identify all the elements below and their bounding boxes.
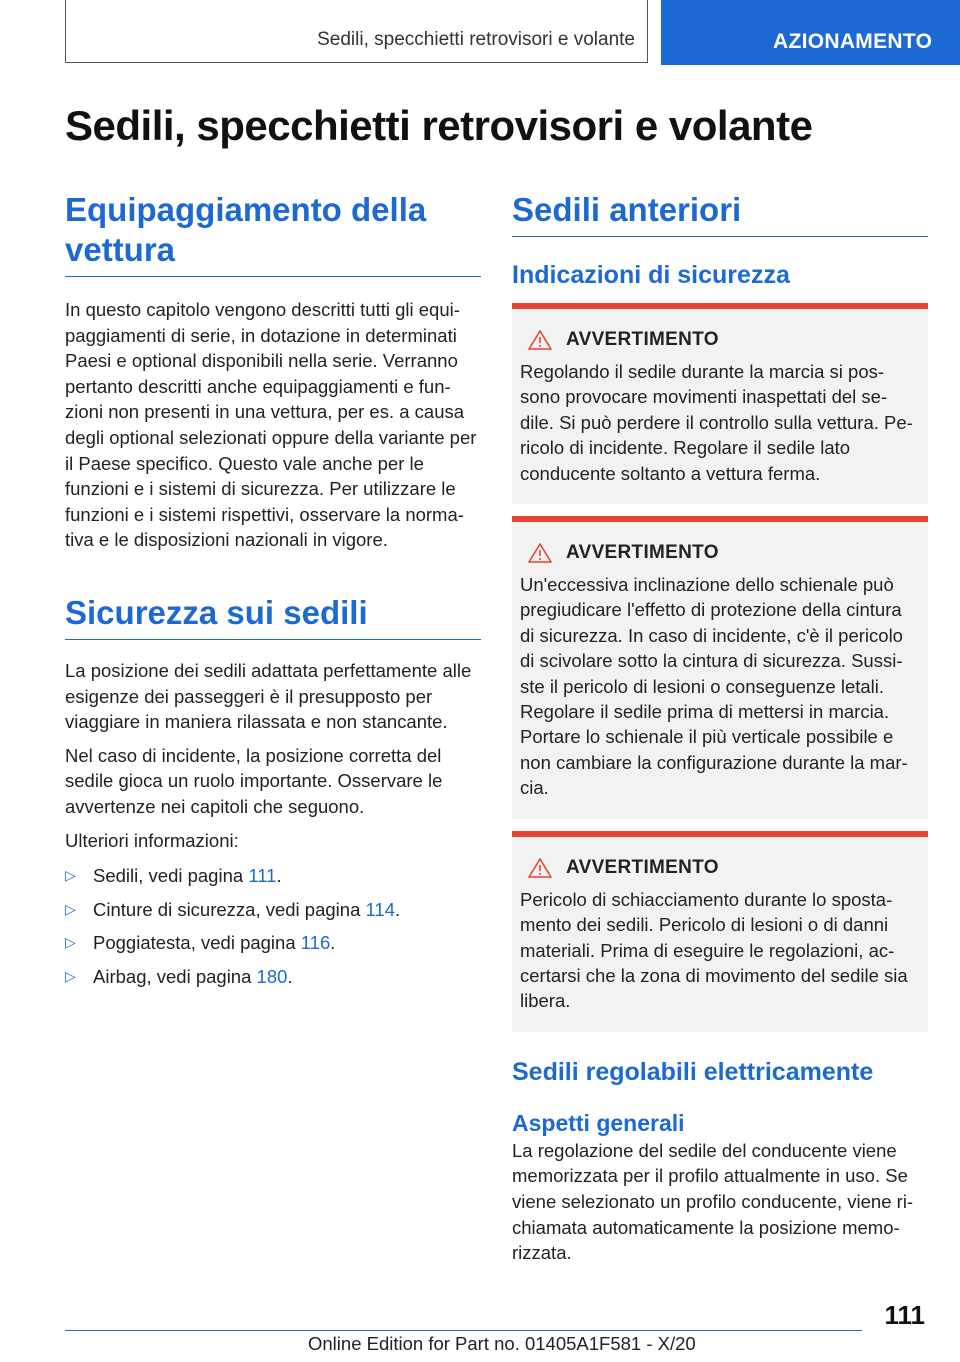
list-item: ▷ Airbag, vedi pagina 180.: [65, 964, 481, 990]
warning-text: Regolando il sedile durante la marcia si pos-sono provocare movimenti inaspettati del se-dile. Si può perdere il controllo sulla vettura. Pe-ricolo di incidente. Regolare il sedile lato conducente soltanto a vettura ferma.: [520, 361, 913, 484]
page-link[interactable]: 180: [256, 965, 288, 987]
page-link[interactable]: 116: [300, 932, 331, 954]
warning-triangle-icon: [520, 541, 560, 565]
page-link[interactable]: 114: [365, 898, 396, 920]
page-number: 111: [884, 1300, 925, 1330]
warning-text: Pericolo di schiacciamento durante lo sposta-mento dei sedili. Pericolo di lesioni o di danni materiali. Prima di eseguire le regolazioni, ac-certarsi che la zona di movimento del sedile sia libera.: [520, 888, 908, 1012]
triangle-bullet-icon: ▷: [65, 934, 76, 951]
equipment-text: In questo capitolo vengono descritti tutti gli equi-paggiamenti di serie, in dotazione in determinati Paesi e optional disponibili nella serie. Verranno pertanto descritti anche equipaggiamenti e fun-zioni non presenti in una vettura, per es. a causa degli optional selezionati oppure della variante per il Paese specifico. Questo vale anche per le funzioni e i sistemi di sicurezza. Per utilizzare le funzioni e i sistemi rispettivi, osservare la norma-tiva e le disposizioni nazionali in vigore.: [65, 299, 477, 551]
list-item: ▷ Poggiatesta, vedi pagina 116.: [65, 930, 481, 956]
warning-title: AVVERTIMENTO: [566, 856, 719, 878]
seat-safety-p1: La posizione dei sedili adattata perfettamente alle esigenze dei passeggeri è il presupposto per viaggiare in maniera rilassata e non stancante.: [65, 659, 472, 733]
left-column: [65, 190, 481, 997]
warning-box: [512, 831, 928, 1032]
page-link[interactable]: 111: [248, 865, 277, 887]
warning-title: AVVERTIMENTO: [566, 542, 719, 564]
footer-divider: [65, 1330, 862, 1331]
right-column: [512, 190, 928, 1266]
triangle-bullet-icon: ▷: [65, 900, 76, 917]
references-list: [65, 863, 481, 989]
equipment-heading: Equipaggiamento della vettura: [65, 190, 481, 277]
triangle-bullet-icon: ▷: [65, 867, 76, 884]
warning-text: Un'eccessiva inclinazione dello schienale può pregiudicare l'effetto di protezione della cintura di sicurezza. In caso di incidente, c'è il pericolo di scivolare sotto la cintura di sicurezza. Sussi-ste il pericolo di lesioni o conseguenze letali. Regolare il sedile prima di mettersi in marcia. Portare lo schienale il più verticale possibile e non cambiare la configurazione durante la mar-cia.: [520, 574, 908, 799]
triangle-bullet-icon: ▷: [65, 967, 76, 984]
page-title: Sedili, specchietti retrovisori e volante: [65, 102, 813, 149]
list-item: ▷ Sedili, vedi pagina 111.: [65, 863, 481, 889]
header-frame: [65, 0, 648, 63]
seat-safety-p3: Ulteriori informazioni:: [65, 829, 239, 851]
header-section-title: Sedili, specchietti retrovisori e volante: [317, 29, 635, 50]
front-seats-heading: Sedili anteriori: [512, 190, 928, 237]
footer-edition: Online Edition for Part no. 01405A1F581 - X/20: [308, 1333, 696, 1354]
seat-safety-p2: Nel caso di incidente, la posizione corretta del sedile gioca un ruolo importante. Osservare le avvertenze nei capitoli che seguono.: [65, 744, 443, 817]
warning-box: [512, 303, 928, 504]
warning-title: AVVERTIMENTO: [566, 329, 719, 350]
electric-seats-heading: Sedili regolabili elettricamente: [512, 1057, 874, 1086]
general-aspects-text: La regolazione del sedile del conducente viene memorizzata per il profilo attualmente in uso. Se viene selezionato un profilo conducente, viene ri-chiamata automaticamente la posizione memo-rizzata.: [512, 1139, 914, 1264]
list-item: ▷ Cinture di sicurezza, vedi pagina 114.: [65, 897, 481, 923]
warning-triangle-icon: [520, 328, 560, 352]
general-aspects-heading: Aspetti generali: [512, 1109, 685, 1136]
header-chapter-tab[interactable]: AZIONAMENTO: [661, 0, 960, 65]
warning-triangle-icon: [520, 856, 560, 880]
seat-safety-heading: Sicurezza sui sedili: [65, 593, 481, 640]
warning-box: [512, 516, 928, 819]
safety-notes-heading: Indicazioni di sicurezza: [512, 261, 790, 289]
